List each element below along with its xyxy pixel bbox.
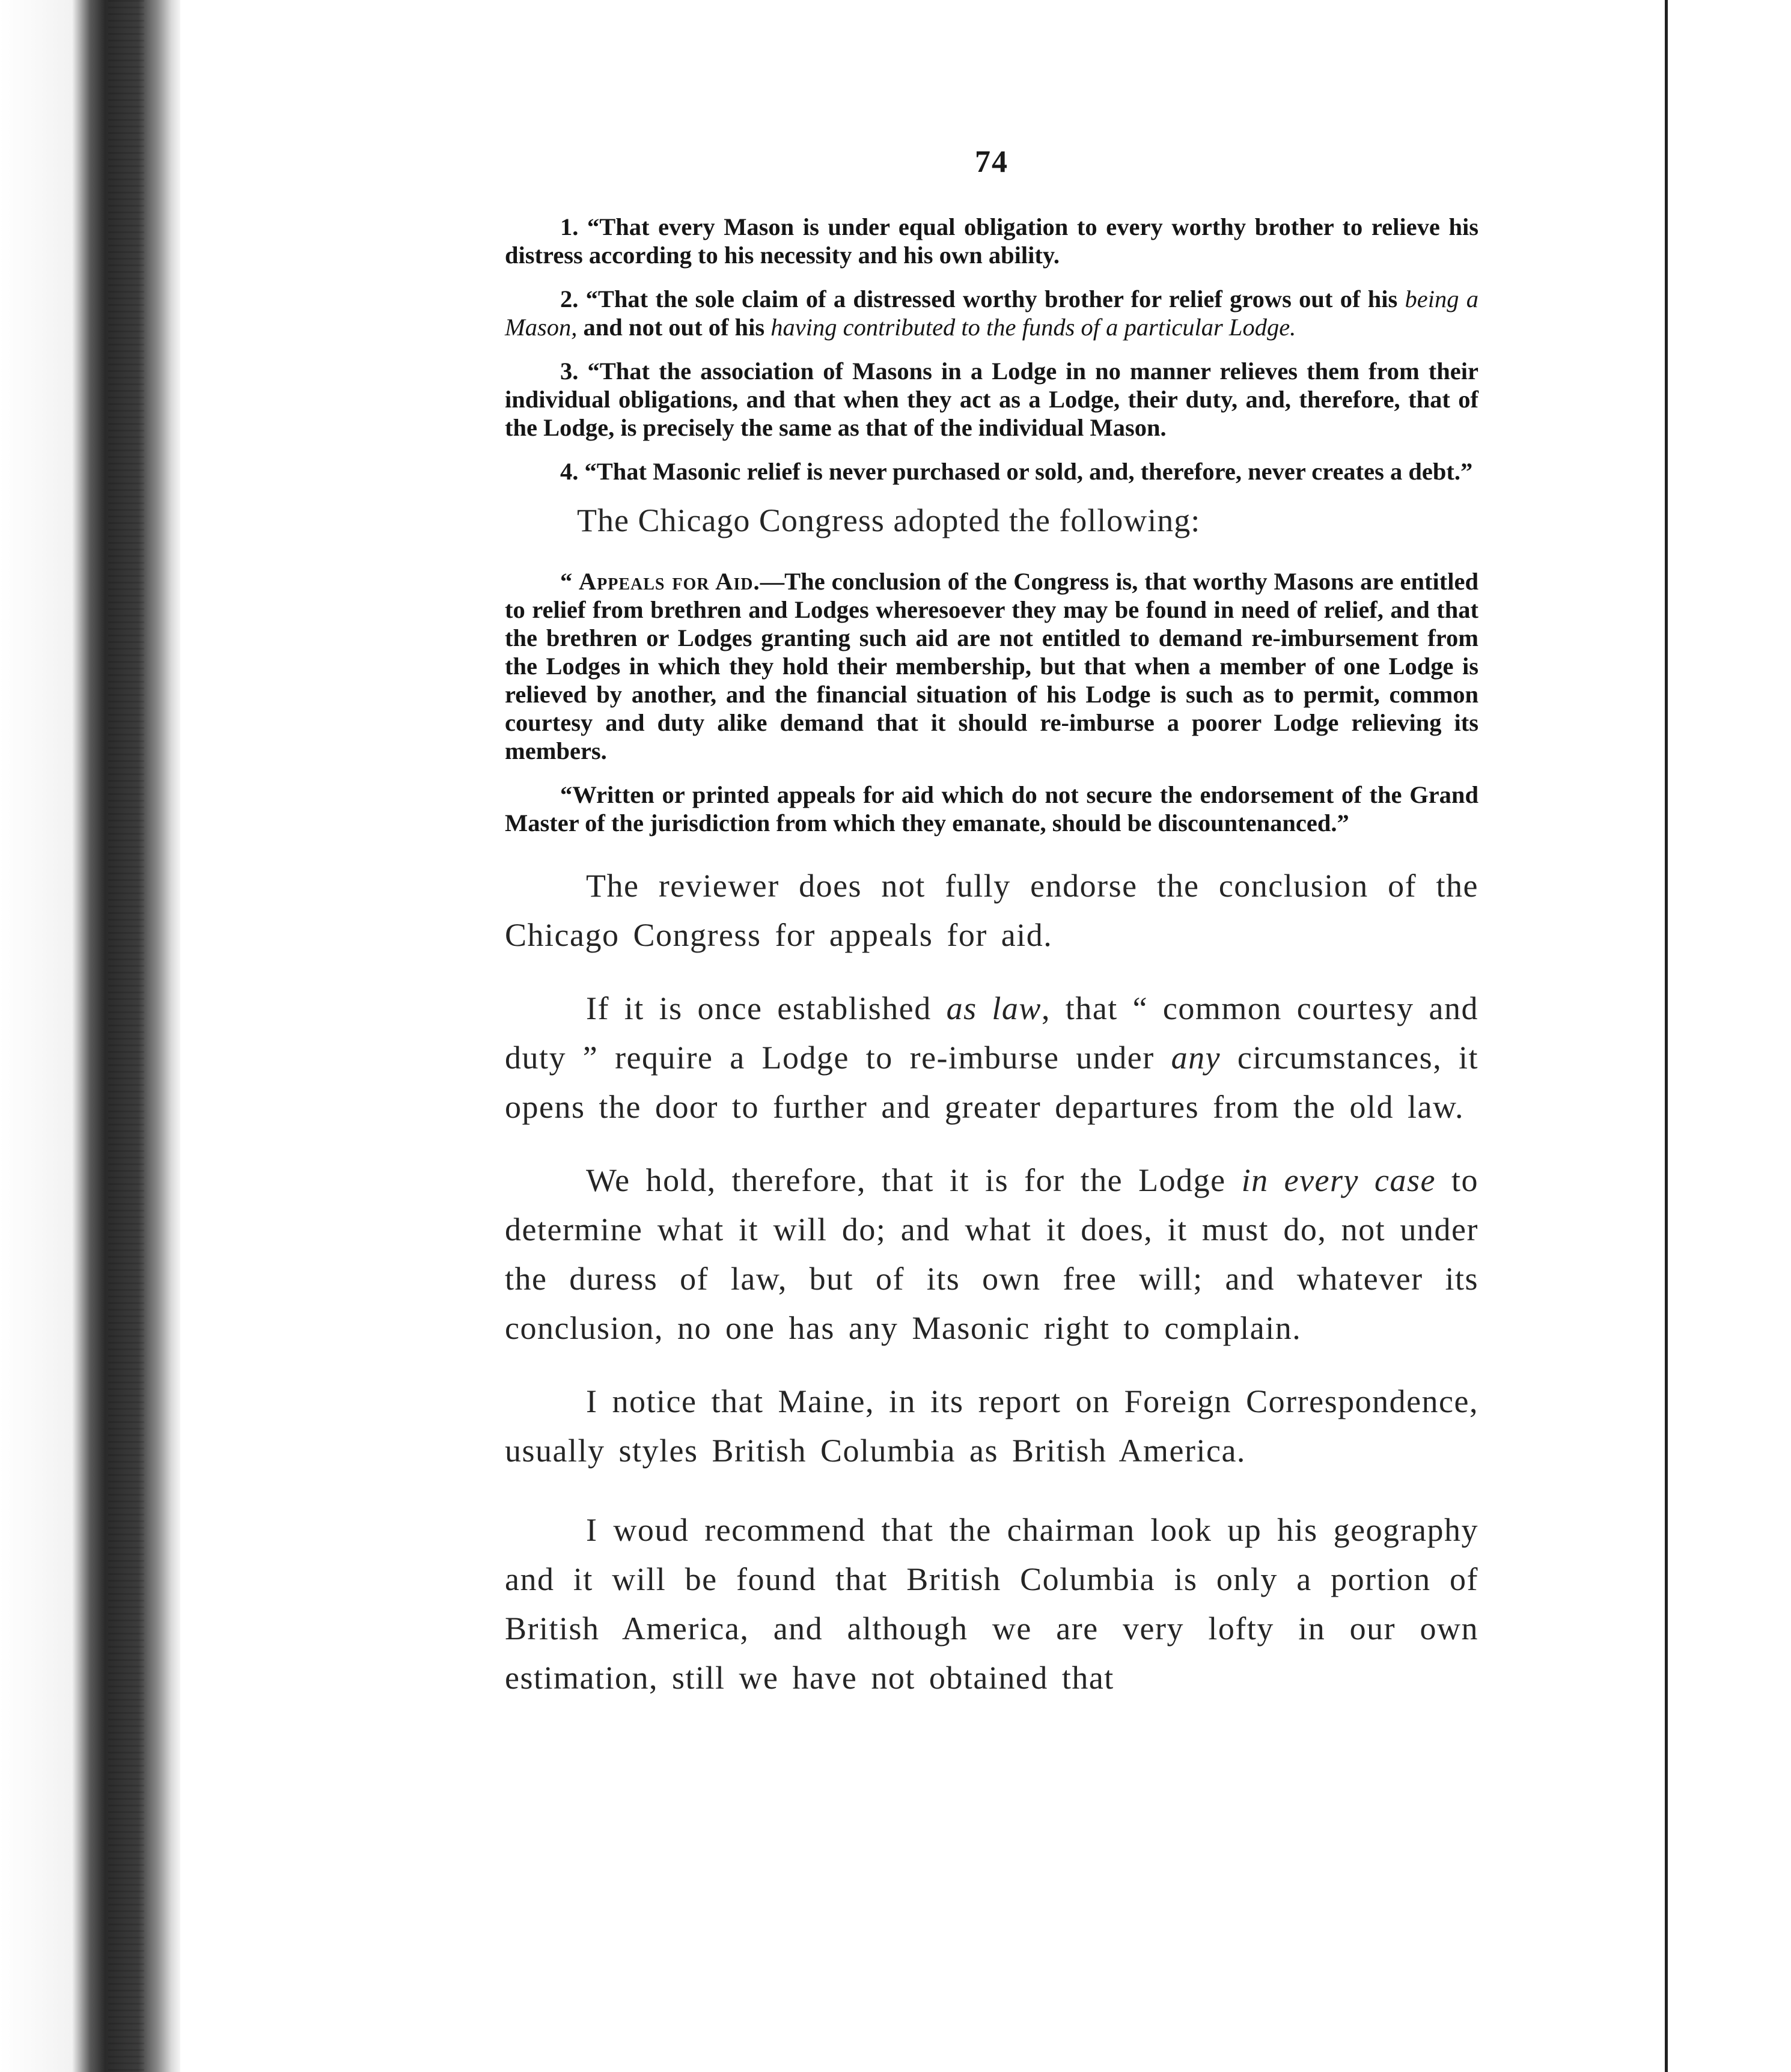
resolution-2-text-b: and not out of his xyxy=(577,314,771,341)
resolution-4 xyxy=(505,457,1478,486)
page-right-margin xyxy=(1668,0,1791,2072)
resolution-2-text-a: “That the sole claim of a distressed worthy brother for relief grows out of his xyxy=(585,285,1405,312)
resolution-4-label: 4. xyxy=(560,458,579,485)
commentary-paragraph-3 xyxy=(505,1156,1478,1353)
page-number: 74 xyxy=(975,145,1008,179)
commentary-paragraph-2 xyxy=(505,984,1478,1132)
resolution-3-text: “That the association of Masons in a Lodge in no manner relieves them from their individual obligations, and that when they act as a Lodge, their duty, and, therefore, that of the Lodge, is precisely the same as that of the individual Mason. xyxy=(505,358,1478,441)
commentary-2-text-b: , that “ common courtesy and duty ” require a Lodge to re-imburse under xyxy=(505,990,1478,1076)
commentary-3-text-a: We hold, therefore, that it is for the Lodge xyxy=(586,1162,1242,1198)
appeals-for-aid-lead: “ Appeals for Aid. xyxy=(560,568,760,595)
reviewer-commentary xyxy=(505,861,1478,1702)
commentary-paragraph-4: I notice that Maine, in its report on Foreign Correspondence, usually styles British Columbia as British America. xyxy=(505,1383,1478,1469)
binding-texture xyxy=(108,0,144,2072)
section-heading: The Chicago Congress adopted the following: xyxy=(577,502,1201,538)
appeals-for-aid-text: —The conclusion of the Congress is, that worthy Masons are entitled to relief from brethren and Lodges wheresoever they may be found in need of relief, and that the brethren or Lodges granting such aid are not entitled to demand re-imbursement from the Lodges in which they hold their membership, but that when a member of one Lodge is relieved by another, and the financial situation of his Lodge is such as to permit, common courtesy and duty alike demand that it should re-imburse a poorer Lodge relieving its members. xyxy=(505,568,1478,764)
commentary-2-text-c: circumstances, it opens the door to further and greater departures from the old law. xyxy=(505,1040,1478,1125)
commentary-2-italic-b: any xyxy=(1171,1040,1221,1076)
written-appeals-paragraph: “Written or printed appeals for aid which do not secure the endorsement of the Grand Master of the jurisdiction from which they emanate, should be discountenanced.” xyxy=(505,781,1478,836)
appeals-for-aid-paragraph xyxy=(505,567,1478,765)
resolution-2-italic-a: being a Mason, xyxy=(505,285,1478,341)
resolution-3-label: 3. xyxy=(560,358,579,385)
resolution-1-text: “That every Mason is under equal obligation to every worthy brother to relieve his distress according to his necessity and his own ability. xyxy=(505,213,1479,269)
commentary-3-text-b: to determine what it will do; and what it does, it must do, not under the duress of law, but of its own free will; and whatever its conclusion, no one has any Masonic right to complain. xyxy=(505,1162,1478,1346)
commentary-3-italic: in every case xyxy=(1241,1162,1436,1198)
resolution-3 xyxy=(505,357,1478,442)
congress-quotation xyxy=(505,567,1478,837)
book-binding-edge xyxy=(0,0,180,2072)
numbered-resolutions xyxy=(505,213,1478,486)
resolution-4-text: “That Masonic relief is never purchased or sold, and, therefore, never creates a debt.” xyxy=(584,458,1473,485)
resolution-2-italic-b: having contributed to the funds of a particular Lodge. xyxy=(770,314,1296,341)
resolution-1-label: 1. xyxy=(560,213,579,240)
commentary-paragraph-1: The reviewer does not fully endorse the conclusion of the Chicago Congress for appeals for aid. xyxy=(505,868,1478,953)
book-page xyxy=(505,102,1478,2043)
resolution-2 xyxy=(505,285,1478,341)
resolution-1 xyxy=(505,213,1478,269)
commentary-paragraph-5: I woud recommend that the chairman look up his geography and it will be found that British Columbia is only a portion of British America, and although we are very lofty in our own estimation, still we have not obtained that xyxy=(505,1512,1478,1696)
commentary-2-italic-a: as law xyxy=(946,990,1042,1026)
resolution-2-label: 2. xyxy=(560,285,579,312)
commentary-2-text-a: If it is once established xyxy=(586,990,947,1026)
